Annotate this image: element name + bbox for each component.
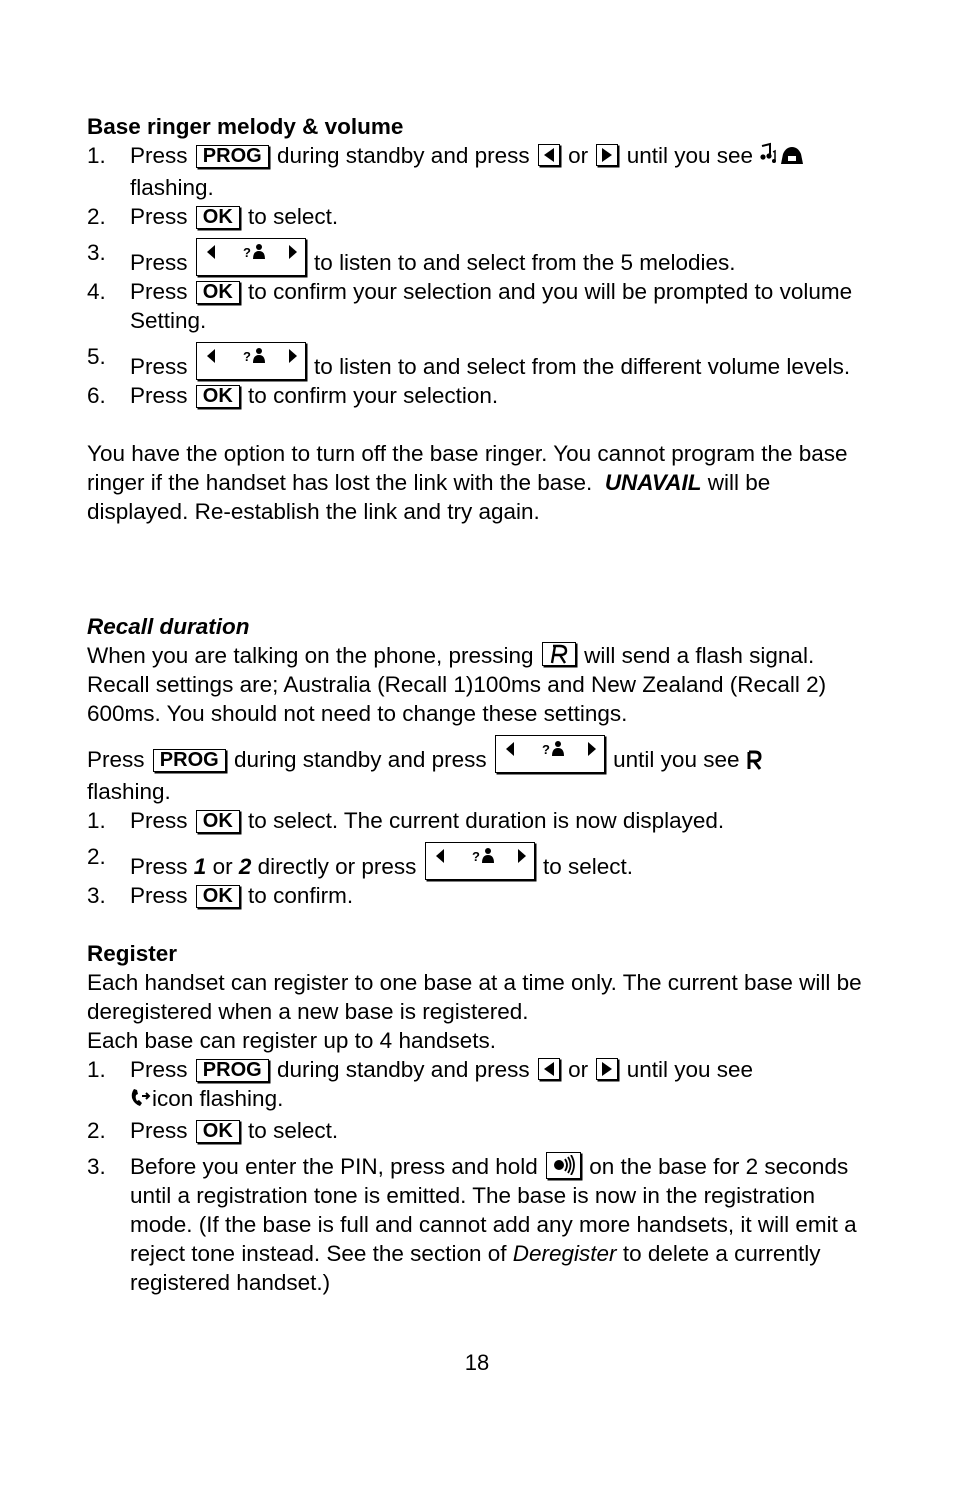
page-number: 18 <box>464 1350 490 1375</box>
register-steps <box>87 1055 877 1297</box>
prog-key: PROG <box>196 1059 269 1082</box>
list-item: 5. Press ? to listen to and select from the different volume levels. <box>87 344 851 379</box>
manual-page <box>87 112 877 1297</box>
list-item: 3. Press OK to confirm. <box>87 883 354 908</box>
list-item: 6. Press OK to confirm your selection. <box>87 383 499 408</box>
register-para-b: Each base can register up to 4 handsets. <box>87 1028 497 1053</box>
list-item: 2. Press 1 or 2 directly or press ? to select. <box>87 844 633 879</box>
svg-text:?: ? <box>242 349 251 364</box>
list-item: 4. Press OK to confirm your selection and you will be prompted to volume Setting. <box>87 279 853 333</box>
list-item: 2. Press OK to select. <box>87 204 339 229</box>
list-item: 3. Before you enter the PIN, press and hold on the base for 2 seconds until a registration tone is emitted. The base is now in the registration mode. (If the base is full and cannot add any more handsets, it will emit a reject tone instead. See the section of Deregister to delete a currently registered handset.) <box>87 1154 857 1295</box>
heading-recall: Recall duration <box>87 614 250 639</box>
left-arrow-icon <box>538 1058 560 1080</box>
prog-key: PROG <box>153 749 226 772</box>
recall-intro: When you are talking on the phone, pressing will send a flash signal. Recall settings are; Australia (Recall 1)100ms and New Zealand (Recall 2) 600ms. You should not need to change these settings. <box>87 643 827 726</box>
list-item: 1. Press OK to select. The current duration is now displayed. <box>87 808 725 833</box>
unavail-label: UNAVAIL <box>604 470 702 495</box>
register-para-a: Each handset can register to one base at a time only. The current base will be deregistered when a new base is registered. <box>87 970 862 1024</box>
ok-key: OK <box>196 206 240 229</box>
svg-text:?: ? <box>242 245 251 260</box>
heading-register: Register <box>87 941 178 966</box>
nav-key-icon <box>196 238 306 276</box>
ok-key: OK <box>196 385 240 408</box>
left-arrow-icon <box>538 144 560 166</box>
list-item: 1. Press PROG during standby and press or until you see flashing. <box>87 141 877 202</box>
recall-r-icon <box>746 748 762 777</box>
melody-bell-icon <box>759 142 809 173</box>
page-button-icon <box>546 1152 581 1179</box>
svg-text:?: ? <box>471 849 480 864</box>
ok-key: OK <box>196 1120 240 1143</box>
melody-steps <box>87 141 877 410</box>
recall-r-icon <box>542 642 576 666</box>
list-item: 2. Press OK to select. <box>87 1118 339 1143</box>
nav-key-icon <box>495 735 605 773</box>
recall-press: Press PROG during standby and press ? until you see flashing. <box>87 735 877 806</box>
nav-key-icon <box>196 342 306 380</box>
svg-text:?: ? <box>541 742 550 757</box>
recall-steps <box>87 806 877 910</box>
ok-key: OK <box>196 810 240 833</box>
prog-key: PROG <box>196 145 269 168</box>
list-item: 3. Press ? to listen to and select from the 5 melodies. <box>87 240 736 275</box>
ok-key: OK <box>196 281 240 304</box>
ringer-note: You have the option to turn off the base ringer. You cannot program the base ringer if the handset has lost the link with the base. UNAVAIL will be displayed. Re-establish the link and try again. <box>87 441 848 524</box>
nav-key-icon <box>425 842 535 880</box>
right-arrow-icon <box>596 1058 618 1080</box>
list-item: 1. Press PROG during standby and press or until you see icon flashing. <box>87 1055 877 1116</box>
register-handset-icon <box>130 1087 152 1116</box>
heading-base-ringer: Base ringer melody & volume <box>87 114 404 139</box>
ok-key: OK <box>196 885 240 908</box>
right-arrow-icon <box>596 144 618 166</box>
